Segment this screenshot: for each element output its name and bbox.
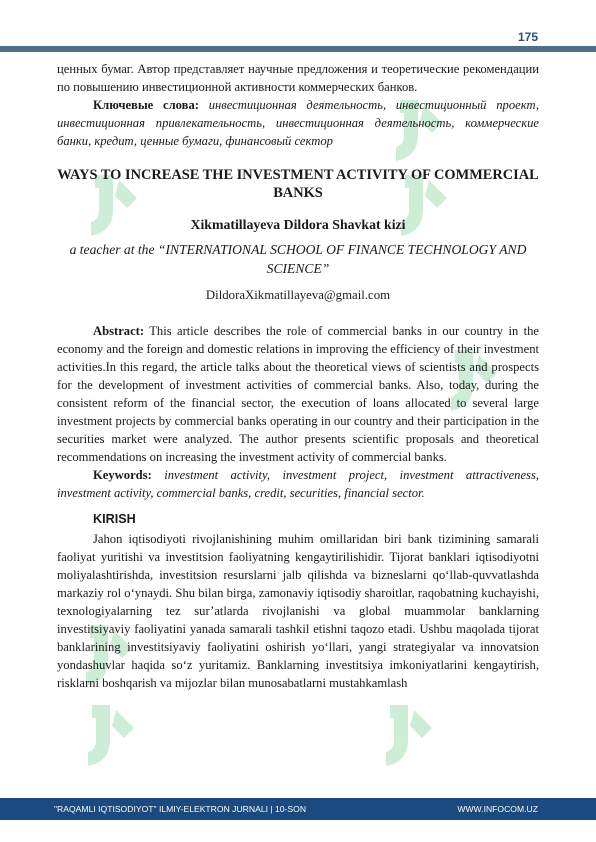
watermark-logo-bottom-left [82,700,142,770]
page-number: 175 [517,30,538,44]
uz-intro-paragraph: Jahon iqtisodiyoti rivojlanishining muhim omillaridan biri bank tizimining samarali faoliyat yuritishi va investitsion faoliyatning kengaytirilishidir. Tijorat banklari iqtisodiyotni moliyalashtirishda, investitsion resurslarni jalb qilishda va bizneslarni qo‘llab-quvvatlashda markaziy rol o‘ynaydi. Shu bilan birga, zamonaviy iqtisodiy sharoitlar, raqobatning kuchayishi, texnologiyalarning tez sur’atlarda rivojlanishi va global muammolar banklarning investitsiyaviy faoliyatini yanada samarali tashkil etishni taqozo etadi. Ushbu maqolada tijorat banklarining investitsiyaviy faoliyatini oshirish yo‘llari, yangi strategiyalar va innovatsion yondashuvlar haqida so‘z yuritamiz. Banklarning investitsiya imkoniyatlarini kengaytirish, risklarni boshqarish va mijozlar bilan munosabatlarni mustahkamlash [57,532,539,690]
watermark-logo-bottom-center [380,700,440,770]
footer-band [0,798,596,820]
ru-keywords-label: Ключевые слова: [93,98,199,112]
en-abstract-label: Abstract: [93,324,145,338]
section-heading-kirish: KIRISH [93,512,136,526]
header-band [0,46,596,52]
author-email: DildoraXikmatillayeva@gmail.com [205,288,391,302]
en-abstract [57,322,539,466]
page-content [57,60,539,692]
footer-website: WWW.INFOCOM.UZ [457,804,538,814]
article-title: WAYS TO INCREASE THE INVESTMENT ACTIVITY OF COMMERCIAL BANKS [57,167,539,201]
footer-journal: "RAQAMLI IQTISODIYOT" ILMIY-ELEKTRON JURNALI | 10-SON [54,804,307,814]
en-keywords-text: investment activity, investment project, investment attractiveness, investment activity, commercial banks, credit, securities, financial sector. [57,468,539,500]
en-keywords-label: Keywords: [93,468,152,482]
en-keywords [57,466,539,502]
ru-keywords-text: инвестиционная деятельность, инвестиционный проект, инвестиционная привлекательность, инвестиционная деятельность, коммерческие банки, кредит, ценные бумаги, финансовый сектор [57,98,539,148]
en-abstract-text: This article describes the role of commercial banks in our country in the economy and the foreign and domestic relations in improving the efficiency of their investment activities.In this regard, the article talks about the theoretical views of scientists and prospects for the development of investment activities of commercial banks. Also, today, during the consistent reform of the financial sector, the execution of loans allocated to several large investment projects by commercial banks operating in our country and their participation in the securities market were analyzed. The author presents scientific proposals and theoretical recommendations on increasing the investment activity of commercial banks. [57,324,540,464]
ru-abstract-end: ценных бумаг. Автор представляет научные предложения и теоретические рекомендации по повышению инвестиционной активности коммерческих банков. [57,62,539,94]
author-affiliation: a teacher at the “INTERNATIONAL SCHOOL OF FINANCE TECHNOLOGY AND SCIENCE” [69,242,527,276]
ru-keywords [57,96,539,150]
author-name: Xikmatillayeva Dildora Shavkat kizi [190,217,406,232]
